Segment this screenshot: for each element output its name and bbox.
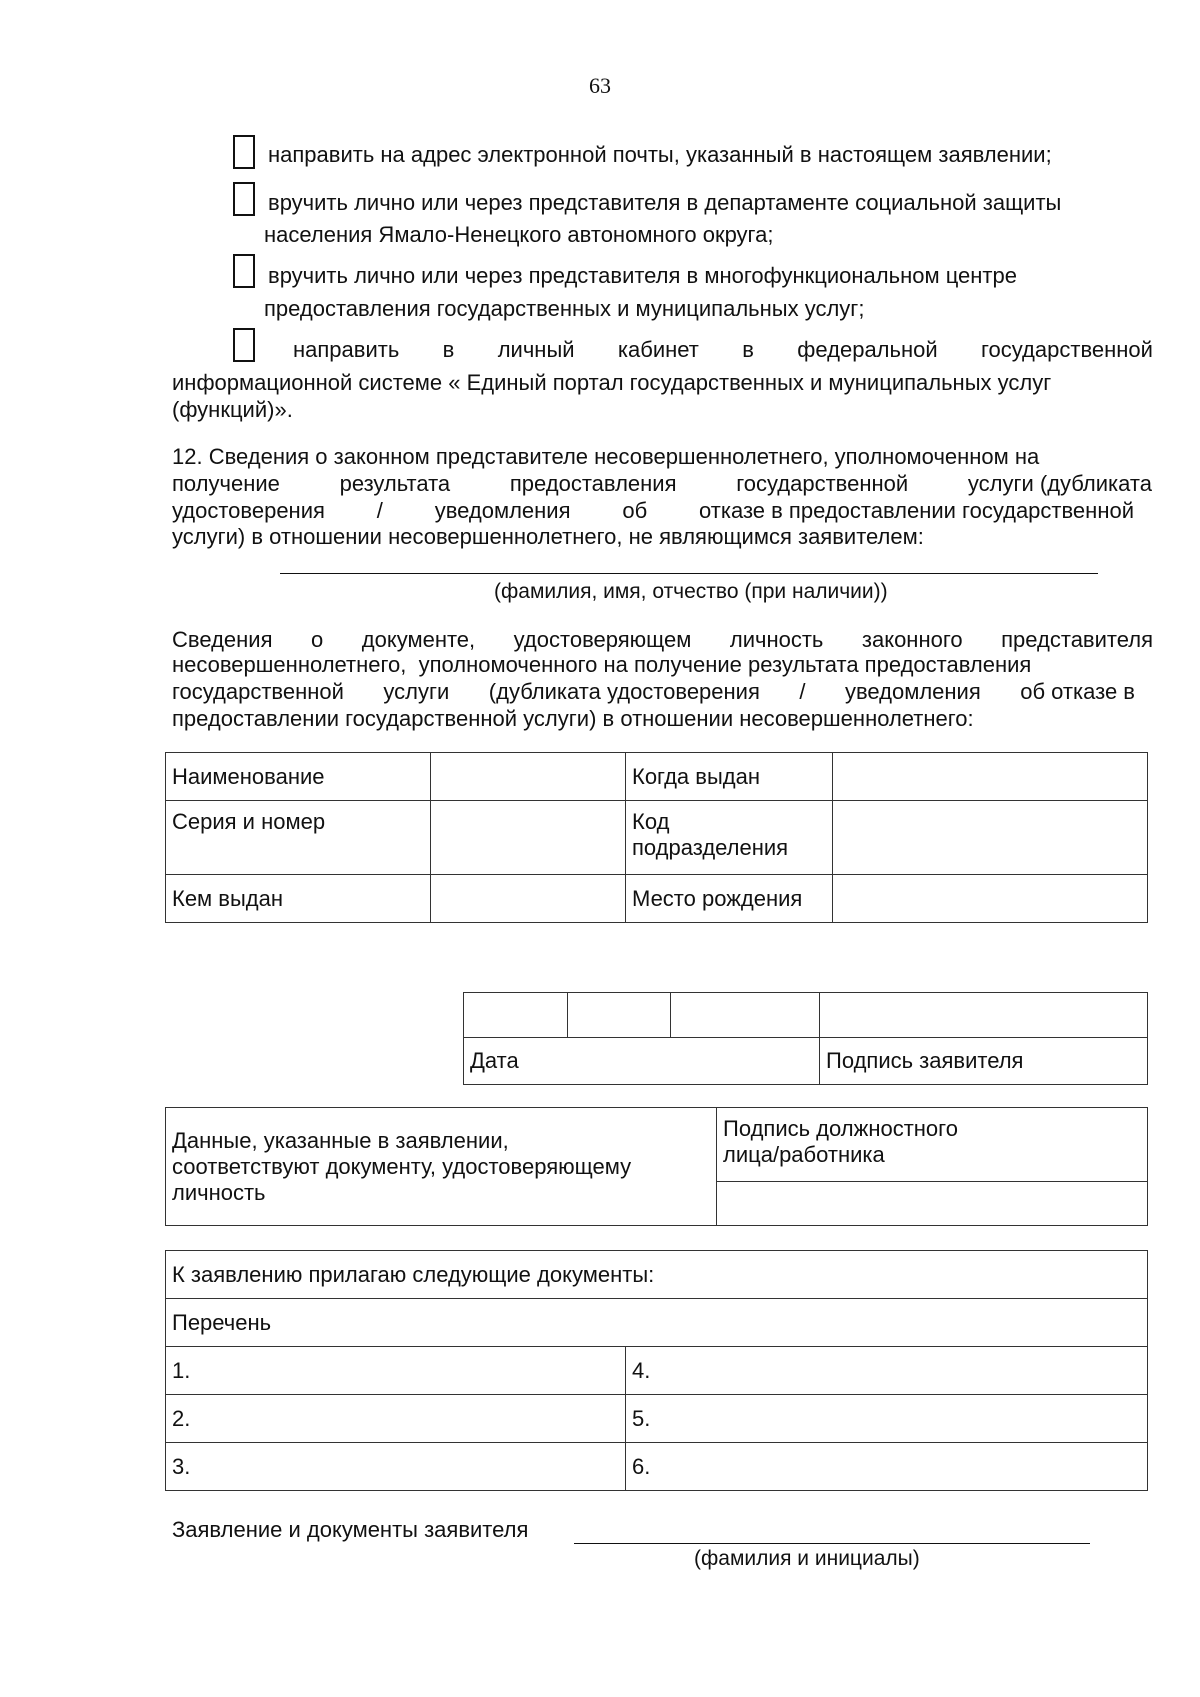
document-name-label: Наименование	[166, 753, 431, 801]
attachment-item-2[interactable]: 2.	[166, 1395, 626, 1443]
delivery-portal-label-line1	[293, 337, 1153, 363]
word: уведомления	[434, 498, 571, 523]
division-code-label-line2: подразделения	[632, 835, 789, 860]
document-info-line2: несовершеннолетнего, уполномоченного на получение результата предоставления	[172, 652, 1032, 677]
word: (дубликата удостоверения	[488, 679, 760, 704]
word: услуги (дубликата	[967, 471, 1152, 496]
official-signature-label-line2: лица/работника	[723, 1142, 885, 1167]
word: кабинет	[617, 337, 699, 362]
attachments-header: К заявлению прилагаю следующие документы:	[166, 1251, 1148, 1299]
attachment-item-4[interactable]: 4.	[626, 1347, 1148, 1395]
word: удостоверяющем	[513, 627, 692, 652]
delivery-portal-checkbox[interactable]	[233, 328, 255, 362]
document-name-field[interactable]	[431, 753, 626, 801]
delivery-email-label: направить на адрес электронной почты, указанный в настоящем заявлении;	[268, 142, 1052, 167]
section12-line1: 12. Сведения о законном представителе несовершеннолетнего, уполномоченном на	[172, 444, 1040, 469]
delivery-mfc-label-line2: предоставления государственных и муниципальных услуг;	[264, 296, 865, 321]
word: Сведения	[172, 627, 273, 652]
word: законного	[861, 627, 963, 652]
footer-name-caption: (фамилия и инициалы)	[694, 1547, 920, 1570]
footer-label: Заявление и документы заявителя	[172, 1517, 529, 1542]
word: об	[622, 498, 648, 523]
document-info-line4: предоставлении государственной услуги) в отношении несовершеннолетнего:	[172, 706, 974, 731]
word: /	[376, 498, 383, 523]
division-code-label-line1: Код	[632, 809, 670, 834]
delivery-portal-label-line3: (функций)».	[172, 397, 293, 422]
word: государственной	[736, 471, 909, 496]
series-number-field[interactable]	[431, 801, 626, 875]
word: документе,	[361, 627, 476, 652]
attachment-item-1[interactable]: 1.	[166, 1347, 626, 1395]
word: о	[311, 627, 324, 652]
word: федеральной	[797, 337, 938, 362]
official-signature-label	[717, 1108, 1148, 1182]
division-code-label	[626, 801, 833, 875]
official-signature-label-line1: Подпись должностного	[723, 1116, 958, 1141]
issued-by-field[interactable]	[431, 875, 626, 923]
identity-document-table	[165, 752, 1148, 923]
birthplace-field[interactable]	[833, 875, 1148, 923]
word: направить	[293, 337, 400, 362]
verification-table	[165, 1107, 1148, 1226]
verification-text	[166, 1108, 717, 1226]
date-month-field[interactable]	[568, 993, 671, 1038]
word: в	[742, 337, 754, 362]
word: уведомления	[844, 679, 981, 704]
attachment-item-5[interactable]: 5.	[626, 1395, 1148, 1443]
series-number-label: Серия и номер	[166, 801, 431, 875]
representative-name-line[interactable]	[280, 573, 1098, 574]
representative-name-caption: (фамилия, имя, отчество (при наличии))	[494, 580, 888, 603]
date-label: Дата	[464, 1038, 820, 1085]
delivery-department-checkbox[interactable]	[233, 182, 255, 216]
footer-name-line[interactable]	[574, 1543, 1090, 1544]
applicant-signature-label: Подпись заявителя	[820, 1038, 1148, 1085]
section12-line2	[172, 471, 1152, 497]
division-code-field[interactable]	[833, 801, 1148, 875]
word: в	[442, 337, 455, 362]
word: получение	[172, 471, 280, 496]
verification-text-line2: соответствуют документу, удостоверяющему	[172, 1153, 632, 1179]
word: личный	[497, 337, 575, 362]
section12-line3	[172, 498, 1134, 524]
verification-text-line3: личность	[172, 1179, 266, 1205]
delivery-department-label-line1: вручить лично или через представителя в департаменте социальной защиты	[268, 190, 1062, 215]
verification-text-line1: Данные, указанные в заявлении,	[172, 1127, 509, 1153]
date-year-field[interactable]	[671, 993, 820, 1038]
word: государственной	[172, 679, 344, 704]
word: результата	[339, 471, 451, 496]
document-info-line1	[172, 627, 1153, 653]
word: личность	[729, 627, 824, 652]
attachment-item-6[interactable]: 6.	[626, 1443, 1148, 1491]
word: удостоверения	[172, 498, 325, 523]
date-day-field[interactable]	[464, 993, 568, 1038]
issued-date-label: Когда выдан	[626, 753, 833, 801]
word: об отказе в	[1020, 679, 1135, 704]
word: государственной	[981, 337, 1153, 362]
delivery-portal-label-line2: информационной системе « Единый портал государственных и муниципальных услуг	[172, 370, 1052, 395]
document-info-line3	[172, 679, 1135, 705]
word: предоставления	[509, 471, 677, 496]
word: услуги	[383, 679, 450, 704]
delivery-email-checkbox[interactable]	[233, 135, 255, 169]
official-signature-field[interactable]	[717, 1182, 1148, 1226]
applicant-signature-field[interactable]	[820, 993, 1148, 1038]
page-number: 63	[589, 73, 611, 98]
section12-line4: услуги) в отношении несовершеннолетнего, не являющимся заявителем:	[172, 524, 924, 549]
issued-date-field[interactable]	[833, 753, 1148, 801]
attachment-item-3[interactable]: 3.	[166, 1443, 626, 1491]
word: /	[799, 679, 806, 704]
date-signature-table	[463, 992, 1148, 1085]
attachments-table	[165, 1250, 1148, 1491]
attachments-list-label: Перечень	[166, 1299, 1148, 1347]
word: отказе в предоставлении государственной	[699, 498, 1134, 523]
issued-by-label: Кем выдан	[166, 875, 431, 923]
birthplace-label: Место рождения	[626, 875, 833, 923]
delivery-mfc-label-line1: вручить лично или через представителя в многофункциональном центре	[268, 263, 1017, 288]
delivery-department-label-line2: населения Ямало-Ненецкого автономного округа;	[264, 222, 774, 247]
word: представителя	[1001, 627, 1153, 652]
delivery-mfc-checkbox[interactable]	[233, 254, 255, 288]
